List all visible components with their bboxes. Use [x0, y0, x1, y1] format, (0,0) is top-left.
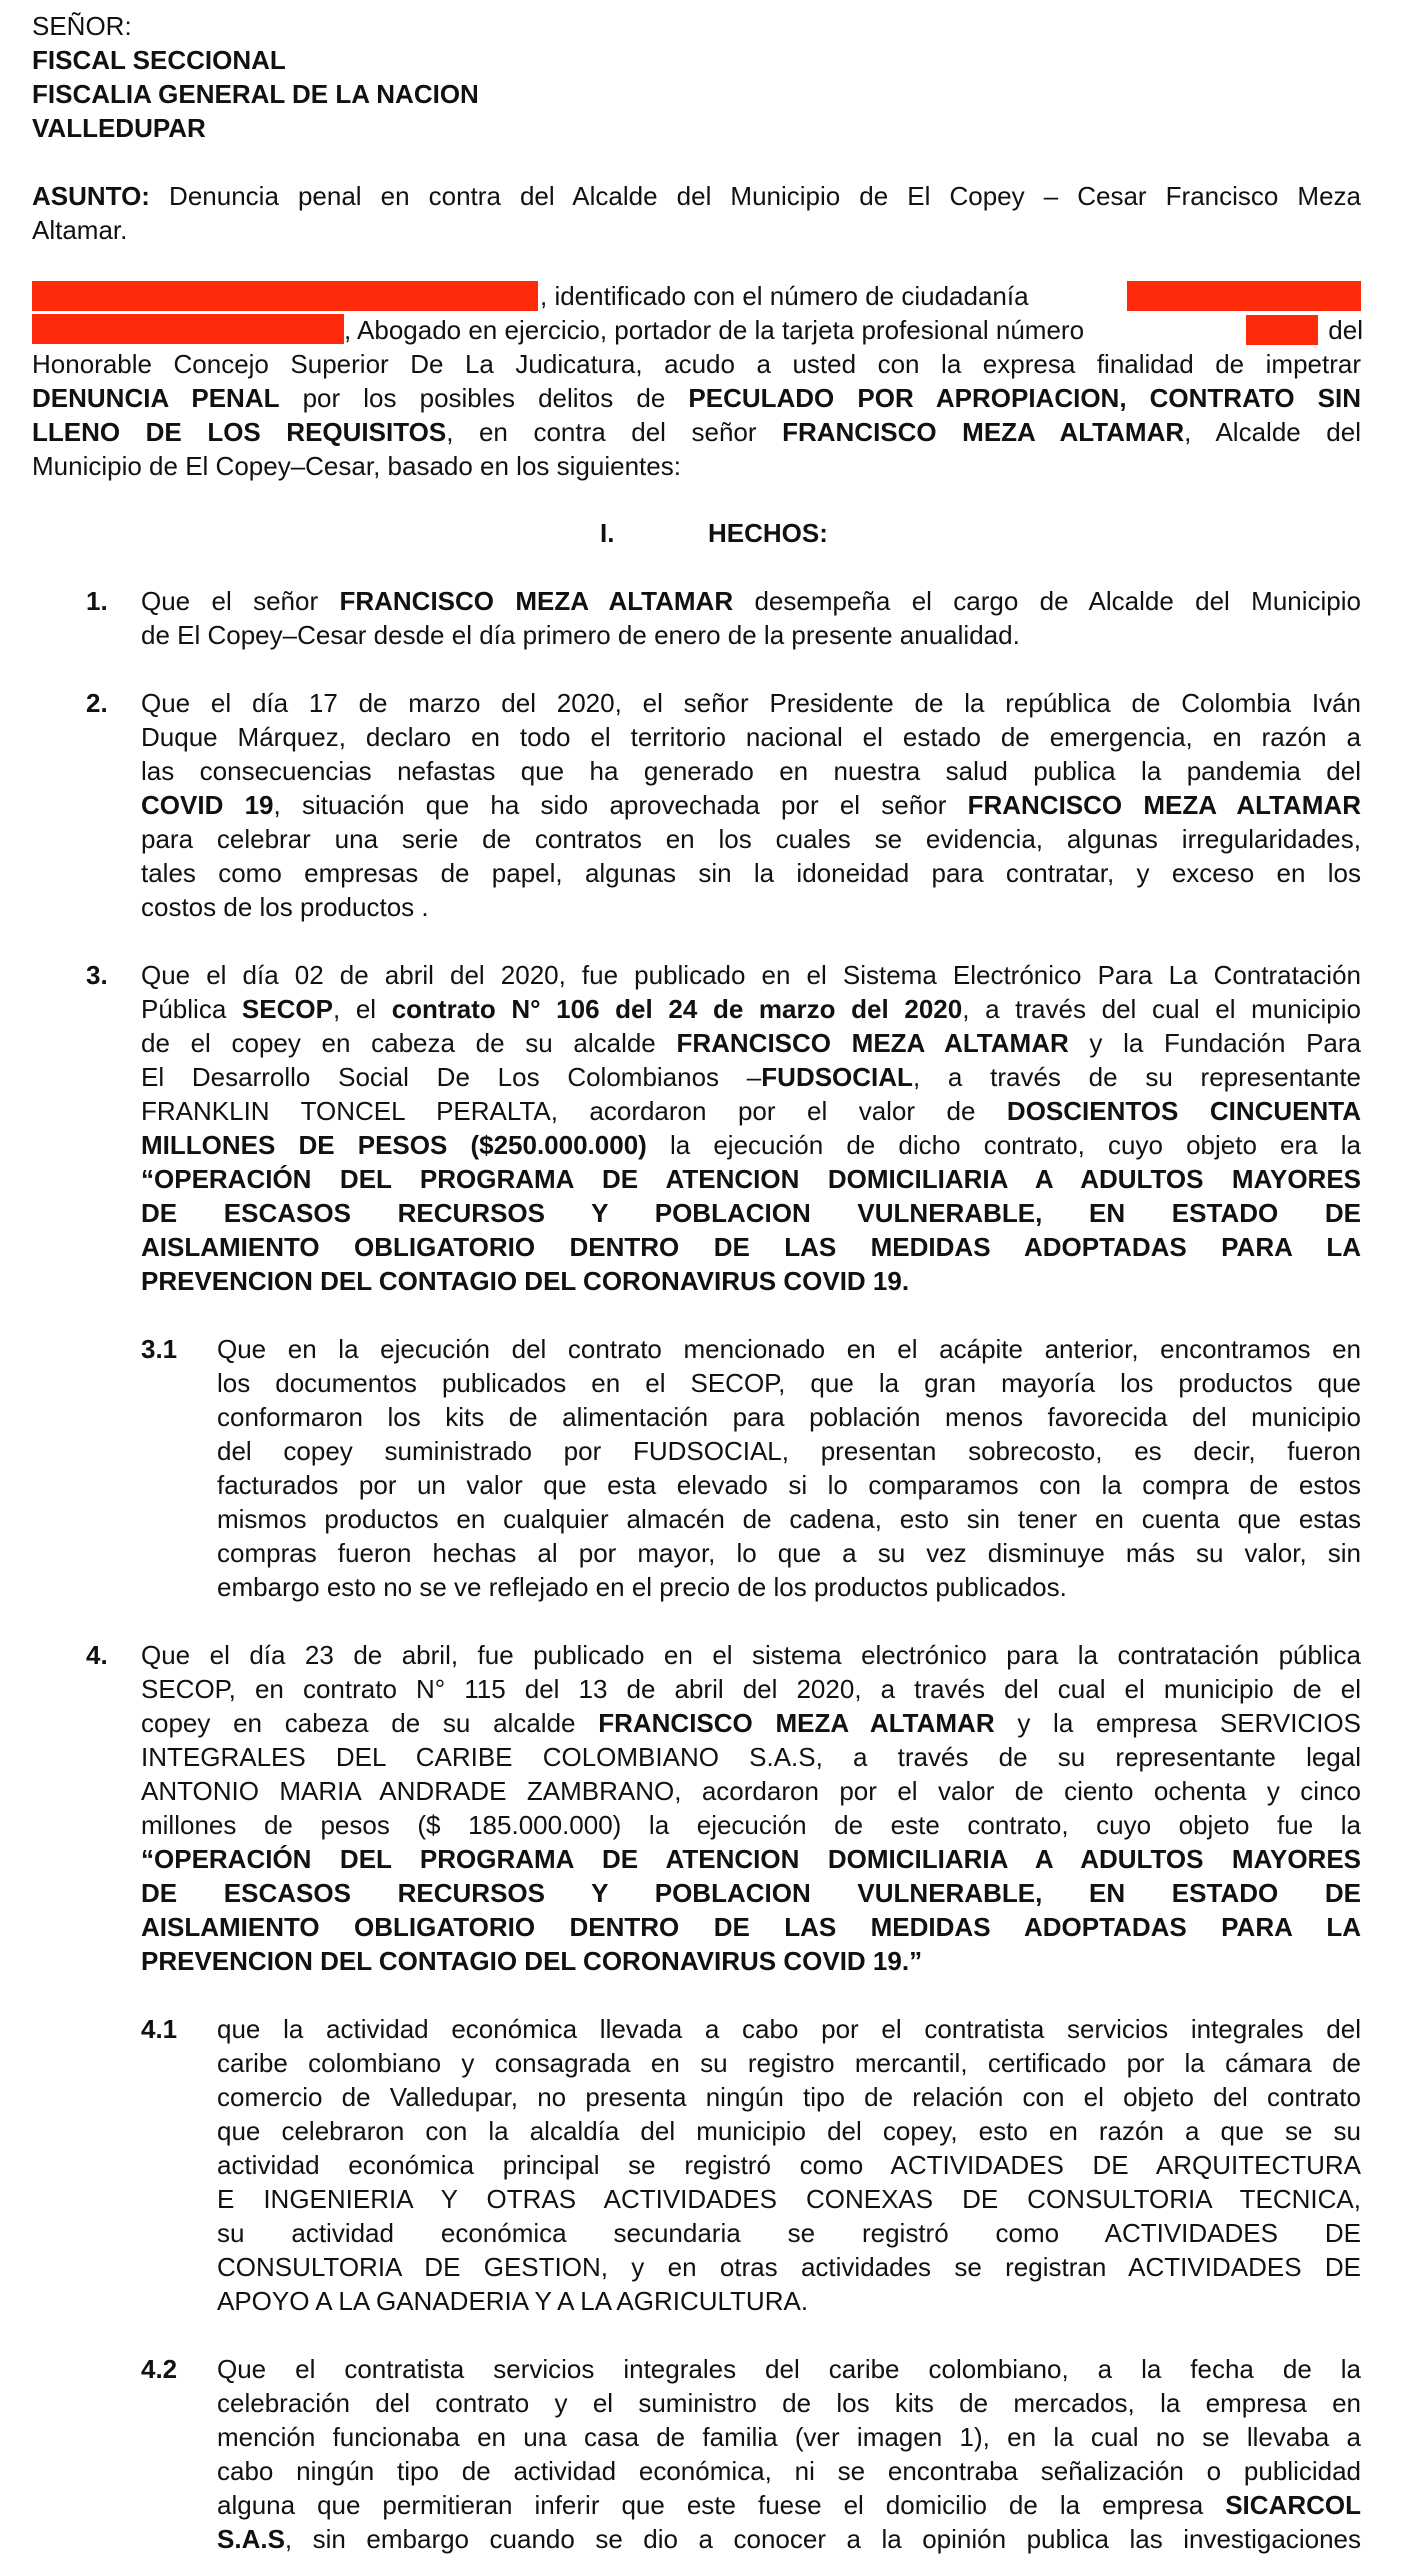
item-2-line-1: Que el día 17 de marzo del 2020, el señor Presidente de la república de Colombia Iván: [141, 688, 1361, 718]
subitem-number: 3.1: [141, 1334, 178, 1364]
item-4-2-line-6: S.A.S, sin embargo cuando se dio a conocer a la opinión publica las investigaciones: [217, 2524, 1361, 2554]
item-4-1-line-8: CONSULTORIA DE GESTION, y en otras actividades se registran ACTIVIDADES DE: [217, 2252, 1361, 2282]
redacted-id-number: [1127, 281, 1361, 311]
item-2-line-5: para celebrar una serie de contratos en los cuales se evidencia, algunas irregularidades,: [141, 824, 1361, 854]
item-4-2-line-4: cabo ningún tipo de actividad económica, ni se encontraba señalización o publicidad: [217, 2456, 1361, 2486]
item-number: 1.: [86, 586, 108, 616]
item-4-2-line-1: Que el contratista servicios integrales del caribe colombiano, a la fecha de la: [217, 2354, 1361, 2384]
subject-line: ASUNTO: Denuncia penal en contra del Alcalde del Municipio de El Copey – Cesar Francisco Meza: [32, 181, 1361, 211]
item-1-line-2: de El Copey–Cesar desde el día primero de enero de la presente anualidad.: [141, 620, 1020, 650]
item-4-line-4: INTEGRALES DEL CARIBE COLOMBIANO S.A.S, a través de su representante legal: [141, 1742, 1361, 1772]
redacted-id-number-cont: [32, 314, 344, 344]
item-3-1-line-7: compras fueron hechas al por mayor, lo que a su vez disminuye más su valor, sin: [217, 1538, 1361, 1568]
item-3-1-line-8: embargo esto no se ve reflejado en el precio de los productos publicados.: [217, 1572, 1067, 1602]
item-4-2-line-3: mención funcionaba en una casa de familia (ver imagen 1), en la cual no se llevaba a: [217, 2422, 1361, 2452]
section-title: HECHOS:: [708, 518, 828, 548]
intro-line-5: LLENO DE LOS REQUISITOS, en contra del señor FRANCISCO MEZA ALTAMAR, Alcalde del: [32, 417, 1361, 447]
item-4-line-5: ANTONIO MARIA ANDRADE ZAMBRANO, acordaron por el valor de ciento ochenta y cinco: [141, 1776, 1361, 1806]
item-3-line-5: FRANKLIN TONCEL PERALTA, acordaron por el valor de DOSCIENTOS CINCUENTA: [141, 1096, 1362, 1126]
item-3-1-line-3: conformaron los kits de alimentación para población menos favorecida del municipio: [217, 1402, 1361, 1432]
item-2-line-7: costos de los productos .: [141, 892, 429, 922]
subject-label: ASUNTO:: [32, 181, 150, 211]
item-4-line-3: copey en cabeza de su alcalde FRANCISCO MEZA ALTAMAR y la empresa SERVICIOS: [141, 1708, 1361, 1738]
item-4-1-line-6: E INGENIERIA Y OTRAS ACTIVIDADES CONEXAS DE CONSULTORIA TECNICA,: [217, 2184, 1361, 2214]
recipient-line-2: FISCALIA GENERAL DE LA NACION: [32, 79, 479, 109]
item-4-line-1: Que el día 23 de abril, fue publicado en el sistema electrónico para la contratación pública: [141, 1640, 1361, 1670]
intro-line-1: , identificado con el número de ciudadanía: [540, 281, 1029, 311]
item-3-1-line-6: mismos productos en cualquier almacén de cadena, esto sin tener en cuenta que estas: [217, 1504, 1361, 1534]
item-3-1-line-5: facturados por un valor que esta elevado si lo comparamos con la compra de estos: [217, 1470, 1361, 1500]
item-4-2-line-5: alguna que permitieran inferir que este fuese el domicilio de la empresa SICARCOL: [217, 2490, 1361, 2520]
item-4-1-line-5: actividad económica principal se registró como ACTIVIDADES DE ARQUITECTURA: [217, 2150, 1361, 2180]
item-3-line-9: AISLAMIENTO OBLIGATORIO DENTRO DE LAS MEDIDAS ADOPTADAS PARA LA: [141, 1232, 1361, 1262]
item-4-line-7: “OPERACIÓN DEL PROGRAMA DE ATENCION DOMICILIARIA A ADULTOS MAYORES: [141, 1844, 1361, 1874]
item-4-1-line-3: comercio de Valledupar, no presenta ningún tipo de relación con el objeto del contrato: [217, 2082, 1361, 2112]
item-3-1-line-4: del copey suministrado por FUDSOCIAL, presentan sobrecosto, es decir, fueron: [217, 1436, 1361, 1466]
item-3-line-3: de el copey en cabeza de su alcalde FRANCISCO MEZA ALTAMAR y la Fundación Para: [141, 1028, 1362, 1058]
item-4-line-6: millones de pesos ($ 185.000.000) la ejecución de este contrato, cuyo objeto fue la: [141, 1810, 1361, 1840]
item-3-line-10: PREVENCION DEL CONTAGIO DEL CORONAVIRUS COVID 19.: [141, 1266, 910, 1296]
item-4-2-line-2: celebración del contrato y el suministro de los kits de mercados, la empresa en: [217, 2388, 1361, 2418]
item-4-1-line-1: que la actividad económica llevada a cabo por el contratista servicios integrales del: [217, 2014, 1361, 2044]
item-2-line-3: las consecuencias nefastas que ha generado en nuestra salud publica la pandemia del: [141, 756, 1361, 786]
item-3-line-1: Que el día 02 de abril del 2020, fue publicado en el Sistema Electrónico Para La Contratación: [141, 960, 1361, 990]
subitem-number: 4.1: [141, 2014, 178, 2044]
item-3-line-8: DE ESCASOS RECURSOS Y POBLACION VULNERABLE, EN ESTADO DE: [141, 1198, 1361, 1228]
item-number: 2.: [86, 688, 108, 718]
item-4-line-10: PREVENCION DEL CONTAGIO DEL CORONAVIRUS COVID 19.”: [141, 1946, 923, 1976]
item-1-line-1: Que el señor FRANCISCO MEZA ALTAMAR desempeña el cargo de Alcalde del Municipio: [141, 586, 1361, 616]
item-number: 4.: [86, 1640, 108, 1670]
redacted-card-number: [1246, 315, 1318, 345]
item-4-1-line-4: que celebraron con la alcaldía del municipio del copey, esto en razón a que se su: [217, 2116, 1361, 2146]
intro-line-3: Honorable Concejo Superior De La Judicatura, acudo a usted con la expresa finalidad de impetrar: [32, 349, 1361, 379]
intro-line-2-end: del: [1328, 315, 1363, 345]
item-number: 3.: [86, 960, 108, 990]
item-4-1-line-9: APOYO A LA GANADERIA Y A LA AGRICULTURA.: [217, 2286, 809, 2316]
item-3-line-4: El Desarrollo Social De Los Colombianos –FUDSOCIAL, a través de su representante: [141, 1062, 1362, 1092]
subitem-number: 4.2: [141, 2354, 178, 2384]
item-4-line-8: DE ESCASOS RECURSOS Y POBLACION VULNERABLE, EN ESTADO DE: [141, 1878, 1361, 1908]
item-3-1-line-2: los documentos publicados en el SECOP, que la gran mayoría los productos que: [217, 1368, 1361, 1398]
intro-line-2: , Abogado en ejercicio, portador de la tarjeta profesional número: [344, 315, 1085, 345]
item-4-line-2: SECOP, en contrato N° 115 del 13 de abril del 2020, a través del cual el municipio de el: [141, 1674, 1361, 1704]
item-3-line-6: MILLONES DE PESOS ($250.000.000) la ejecución de dicho contrato, cuyo objeto era la: [141, 1130, 1361, 1160]
salutation: SEÑOR:: [32, 11, 132, 41]
item-2-line-6: tales como empresas de papel, algunas sin la idoneidad para contratar, y exceso en los: [141, 858, 1361, 888]
recipient-line-1: FISCAL SECCIONAL: [32, 45, 286, 75]
item-3-line-2: Pública SECOP, el contrato N° 106 del 24 de marzo del 2020, a través del cual el municipio: [141, 994, 1361, 1024]
item-3-line-7: “OPERACIÓN DEL PROGRAMA DE ATENCION DOMICILIARIA A ADULTOS MAYORES: [141, 1164, 1361, 1194]
item-4-1-line-2: caribe colombiano y consagrada en su registro mercantil, certificado por la cámara de: [217, 2048, 1361, 2078]
item-4-1-line-7: su actividad económica secundaria se registró como ACTIVIDADES DE: [217, 2218, 1361, 2248]
item-4-line-9: AISLAMIENTO OBLIGATORIO DENTRO DE LAS MEDIDAS ADOPTADAS PARA LA: [141, 1912, 1361, 1942]
section-number: I.: [600, 518, 615, 548]
item-2-line-4: COVID 19, situación que ha sido aprovechada por el señor FRANCISCO MEZA ALTAMAR: [141, 790, 1361, 820]
redacted-name: [32, 281, 538, 311]
recipient-line-3: VALLEDUPAR: [32, 113, 206, 143]
intro-line-4: DENUNCIA PENAL por los posibles delitos de PECULADO POR APROPIACION, CONTRATO SIN: [32, 383, 1362, 413]
intro-line-6: Municipio de El Copey–Cesar, basado en los siguientes:: [32, 451, 681, 481]
item-3-1-line-1: Que en la ejecución del contrato mencionado en el acápite anterior, encontramos en: [217, 1334, 1361, 1364]
item-2-line-2: Duque Márquez, declaro en todo el territorio nacional el estado de emergencia, en razón a: [141, 722, 1361, 752]
subject-line-2: Altamar.: [32, 215, 128, 245]
